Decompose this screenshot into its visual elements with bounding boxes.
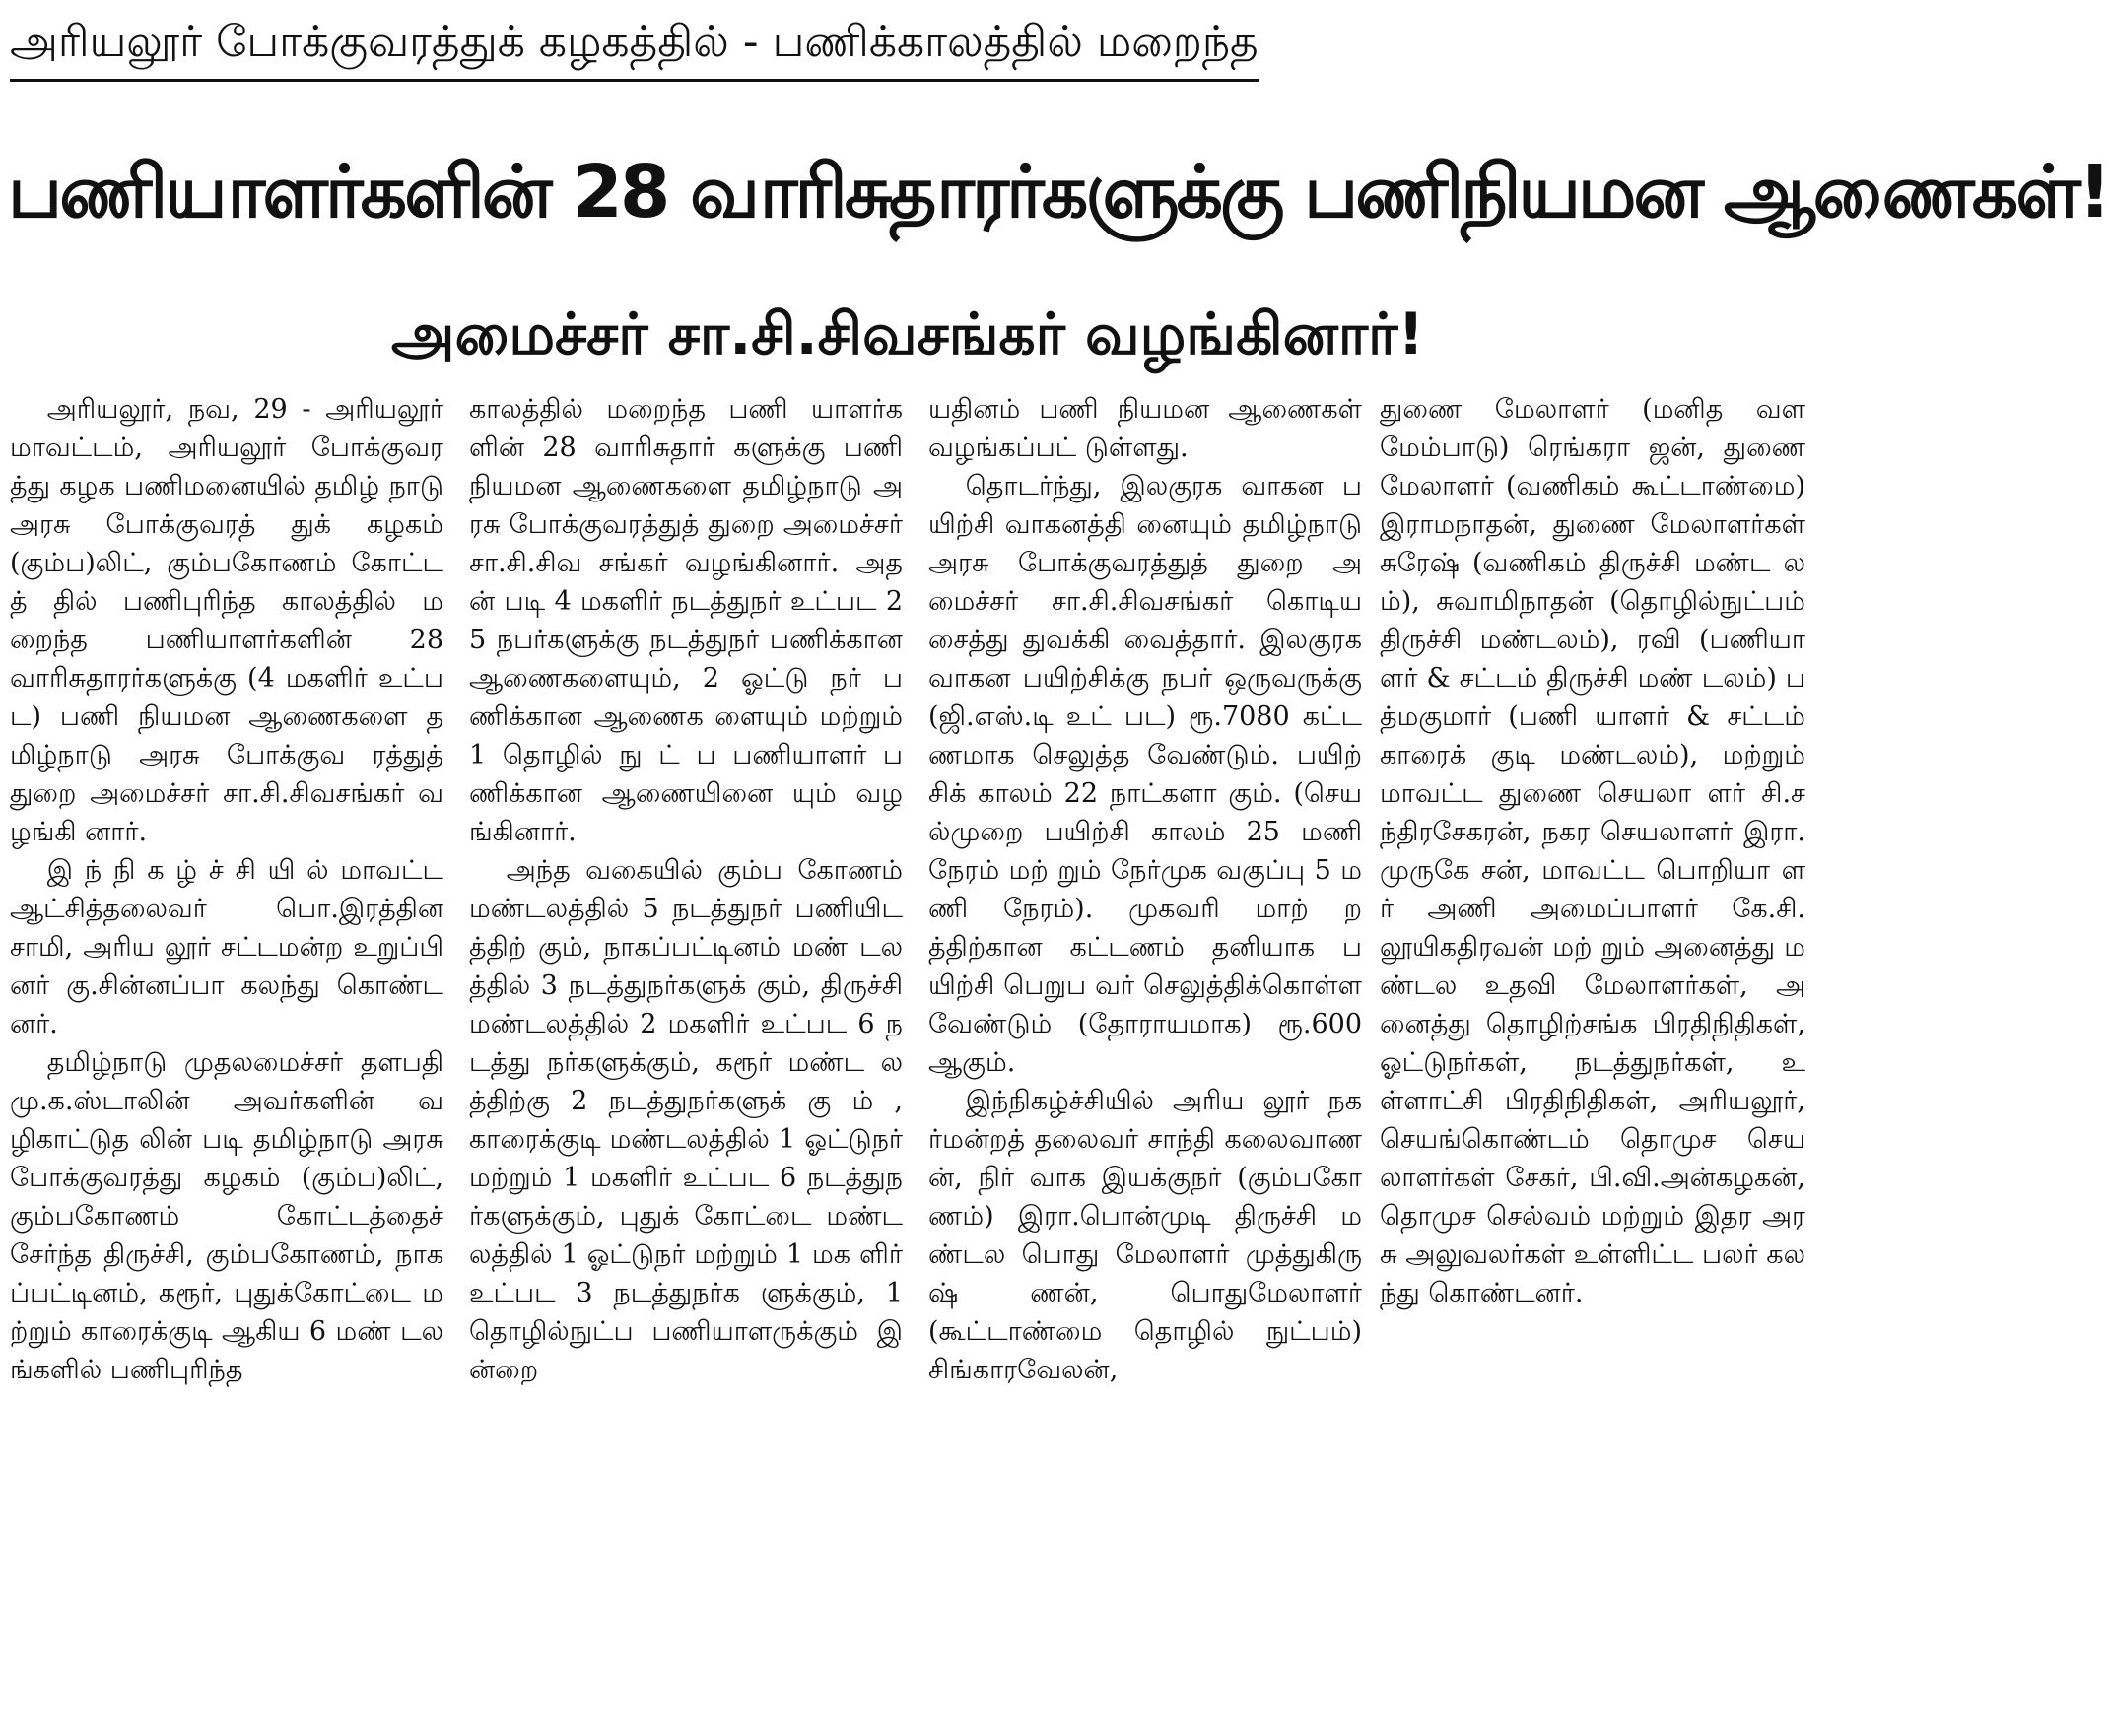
paragraph: காலத்தில் மறைந்த பணி யாளர்களின் 28 வாரிசுதார் களுக்கு பணி நியமன ஆணைகளை தமிழ்நாடு அரசு போக்குவரத்துத் துறை அமைச்சர் சா.சி.சிவ சங்கர் வழங்கினார். அதன் படி 4 மகளிர் நடத்துநர் உட்பட 25 நபர்களுக்கு நடத்துநர் பணிக்கான ஆணைகளையும், 2 ஓட்டு நர் பணிக்கான ஆணைக ளையும் மற்றும் 1 தொழில் நு ட் ப பணியாளர் பணிக்கான ஆணையினை யும் வழங்கினார். <box>469 394 903 847</box>
column-4 <box>1380 390 1805 1728</box>
paragraph: இ ந் நி க ழ் ச் சி யி ல் மாவட்ட ஆட்சித்தலைவர் பொ.இரத்தினசாமி, அரிய லூர் சட்டமன்ற உறுப்பி னர் கு.சின்னப்பா கலந்து கொண்டனர். <box>10 855 443 1039</box>
column-3 <box>928 390 1362 1728</box>
paragraph: இந்நிகழ்ச்சியில் அரிய லூர் நகர்மன்றத் தலைவர் சாந்தி கலைவாணன், நிர் வாக இயக்குநர் (கும்பகோ ணம்) இரா.பொன்முடி திருச்சி மண்டல பொது மேலாளர் முத்துகிரு ஷ் ணன், பொதுமேலாளர் (கூட்டாண்மை தொழில் நுட்பம்) சிங்காரவேலன், <box>928 1086 1362 1385</box>
article-body <box>10 390 1805 1728</box>
paragraph: யதினம் பணி நியமன ஆணைகள் வழங்கப்பட் டுள்ளது. <box>928 394 1362 463</box>
headline: பணியாளர்களின் 28 வாரிசுதாரர்களுக்கு பணிநியமன ஆணைகள்! <box>8 150 2109 234</box>
column-1 <box>10 390 443 1728</box>
column-2 <box>469 390 903 1728</box>
paragraph: தமிழ்நாடு முதலமைச்சர் தளபதி மு.க.ஸ்டாலின் அவர்களின் வழிகாட்டுத லின் படி தமிழ்நாடு அரசு போக்குவரத்து கழகம் (கும்ப)லிட், கும்பகோணம் கோட்டத்தைச் சேர்ந்த திருச்சி, கும்பகோணம், நாகப்பட்டினம், கரூர், புதுக்கோட்டை மற்றும் காரைக்குடி ஆகிய 6 மண் டலங்களில் பணிபுரிந்த <box>10 1047 443 1385</box>
paragraph: அந்த வகையில் கும்ப கோணம் மண்டலத்தில் 5 நடத்துநர் பணியிடத்திற் கும், நாகப்பட்டினம் மண் டலத்தில் 3 நடத்துநர்களுக் கும், திருச்சி மண்டலத்தில் 2 மகளிர் உட்பட 6 நடத்து நர்களுக்கும், கரூர் மண்ட லத்திற்கு 2 நடத்துநர்களுக் கு ம் , காரைக்குடி மண்டலத்தில் 1 ஓட்டுநர் மற்றும் 1 மகளிர் உட்பட 6 நடத்துநர்களுக்கும், புதுக் கோட்டை மண்டலத்தில் 1 ஓட்டுநர் மற்றும் 1 மக ளிர் உட்பட 3 நடத்துநர்க ளுக்கும், 1 தொழில்நுட்ப பணியாளருக்கும் இன்றை <box>469 855 903 1385</box>
paragraph: அரியலூர், நவ, 29 - அரியலூர் மாவட்டம், அரியலூர் போக்குவரத்து கழக பணிமனையில் தமிழ் நாடு அரசு போக்குவரத் துக் கழகம் (கும்ப)லிட், கும்பகோணம் கோட்டத் தில் பணிபுரிந்த காலத்தில் மறைந்த பணியாளர்களின் 28 வாரிசுதாரர்களுக்கு (4 மகளிர் உட்பட) பணி நியமன ஆணைகளை தமிழ்நாடு அரசு போக்குவ ரத்துத் துறை அமைச்சர் சா.சி.சிவசங்கர் வழங்கி னார். <box>10 394 443 847</box>
subheadline: அமைச்சர் சா.சி.சிவசங்கர் வழங்கினார்! <box>391 300 1424 367</box>
paragraph: துணை மேலாளர் (மனித வள மேம்பாடு) ரெங்கரா ஜன், துணை மேலாளர் (வணிகம் கூட்டாண்மை) இராமநாதன், துணை மேலாளர்கள் சுரேஷ் (வணிகம் திருச்சி மண்ட லம்), சுவாமிநாதன் (தொழில்நுட்பம் திருச்சி மண்டலம்), ரவி (பணியா ளர் & சட்டம் திருச்சி மண் டலம்) பத்மகுமார் (பணி யாளர் & சட்டம் காரைக் குடி மண்டலம்), மற்றும் மாவட்ட துணை செயலா ளர் சி.சந்திரசேகரன், நகர செயலாளர் இரா.முருகே சன், மாவட்ட பொறியா ளர் அணி அமைப்பாளர் கே.சி.லூயிகதிரவன் மற் றும் அனைத்து மண்டல உதவி மேலாளர்கள், அனைத்து தொழிற்சங்க பிரதிநிதிகள், ஓட்டுநர்கள், நடத்துநர்கள், உள்ளாட்சி பிரதிநிதிகள், அரியலூர், செயங்கொண்டம் தொமுச செயலாளர்கள் சேகர், பி.வி.அன்கழகன், தொமுச செல்வம் மற்றும் இதர அரசு அலுவலர்கள் உள்ளிட்ட பலர் கலந்து கொண்டனர். <box>1380 394 1805 1308</box>
kicker-line: அரியலூர் போக்குவரத்துக் கழகத்தில் - பணிக்காலத்தில் மறைந்த <box>10 6 1259 82</box>
paragraph: தொடர்ந்து, இலகுரக வாகன பயிற்சி வாகனத்தி னையும் தமிழ்நாடு அரசு போக்குவரத்துத் துறை அமைச்சர் சா.சி.சிவசங்கர் கொடியசைத்து துவக்கி வைத்தார். இலகுரக வாகன பயிற்சிக்கு நபர் ஒருவருக்கு (ஜி.எஸ்.டி உட் பட) ரூ.7080 கட்டணமாக செலுத்த வேண்டும். பயிற் சிக் காலம் 22 நாட்களா கும். (செயல்முறை பயிற்சி காலம் 25 மணி நேரம் மற் றும் நேர்முக வகுப்பு 5 மணி நேரம்). முகவரி மாற் றத்திற்கான கட்டணம் தனியாக பயிற்சி பெறுப வர் செலுத்திக்கொள்ள வேண்டும் (தோராயமாக) ரூ.600 ஆகும். <box>928 471 1362 1078</box>
